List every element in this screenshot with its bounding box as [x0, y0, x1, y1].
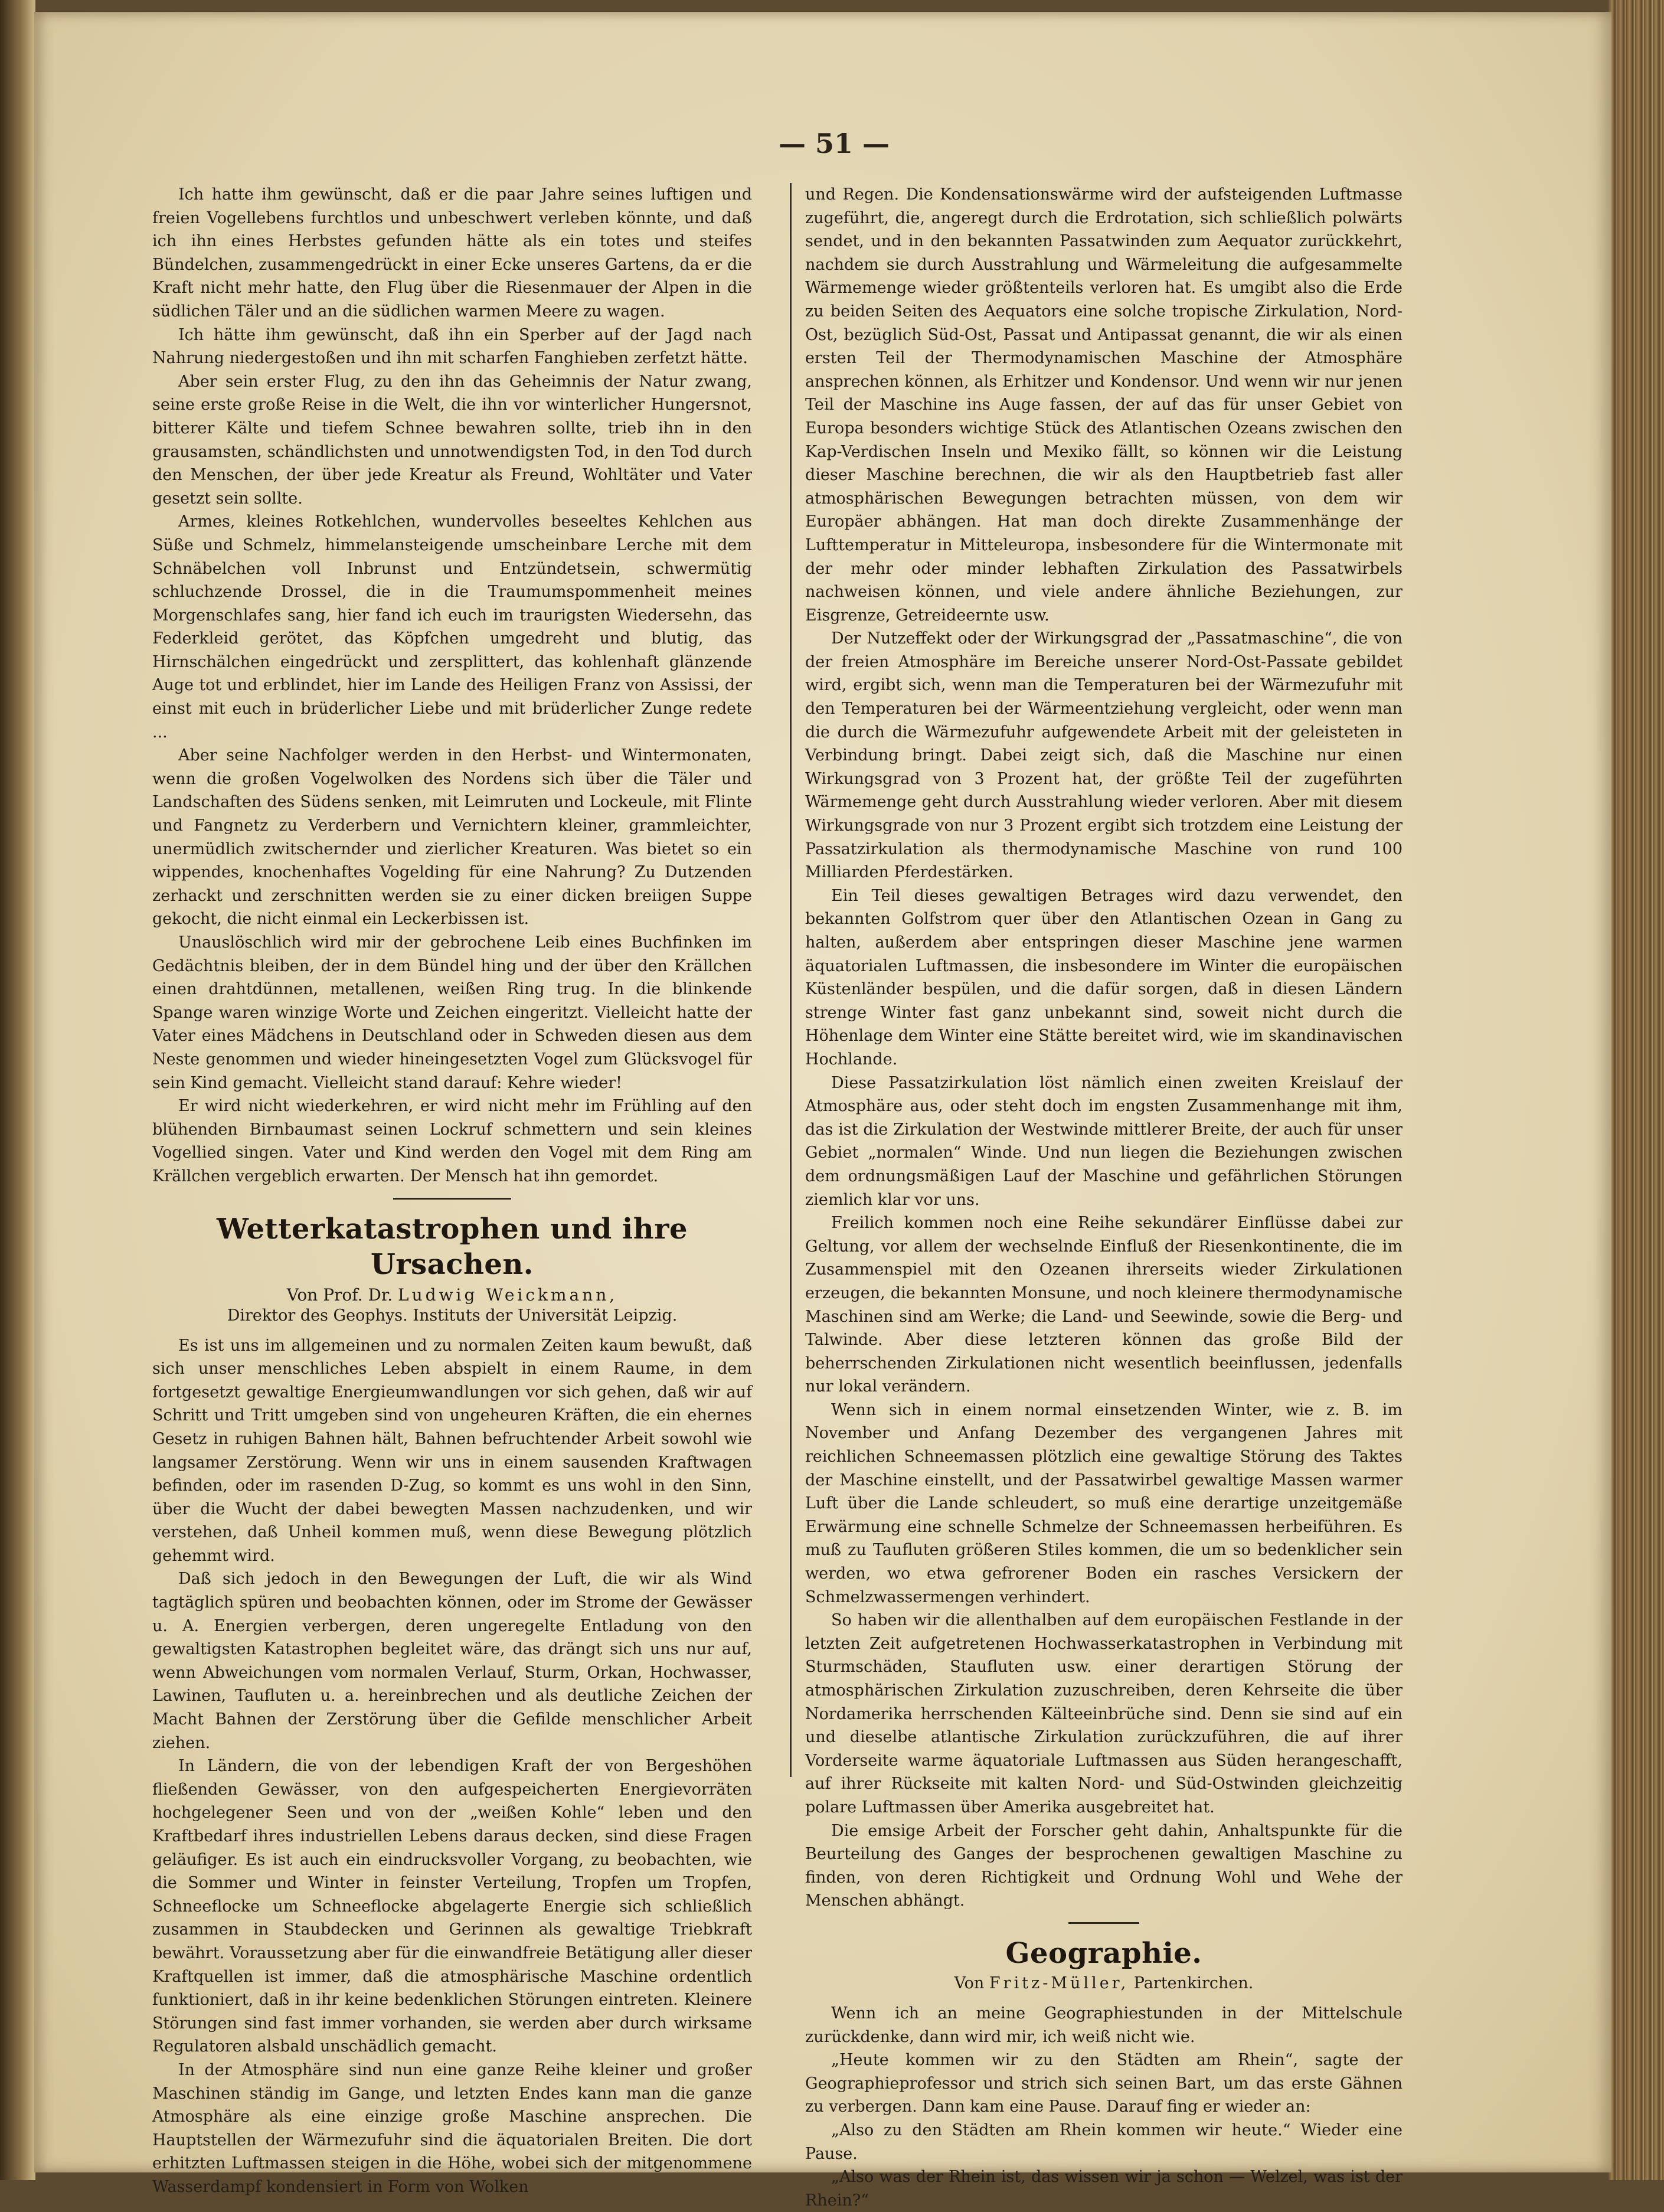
author-place: Partenkirchen.	[1133, 1974, 1254, 1992]
paragraph: Aber sein erster Flug, zu den ihn das Geheimnis der Natur zwang, seine erste große Reise in die Welt, die ihn vor winterlicher Hungersnot, bitterer Kälte und tiefem Schnee bewahren sollte, trieb ihn in den grausamsten, schändlichsten und unnotwendigsten Tod, in den Tod durch den Menschen, der über jede Kreatur als Freund, Wohltäter und Vater gesetzt sein sollte.	[152, 372, 752, 508]
paragraph: „Also zu den Städten am Rhein kommen wir heute.“ Wieder eine Pause.	[805, 2120, 1403, 2163]
paragraph: Ich hätte ihm gewünscht, daß ihn ein Sperber auf der Jagd nach Nahrung niedergestoßen und ihn mit scharfen Fanghieben zerfetzt hätte.	[152, 325, 752, 368]
paragraph: In der Atmosphäre sind nun eine ganze Reihe kleiner und großer Maschinen ständig im Gange, und letzten Endes kann man die ganze Atmosphäre als eine einzige große Maschine ansprechen. Die Hauptstellen der Wärmezufuhr sind die äquatorialen Breiten. Die dort erhitzten Luftmassen steigen in die Höhe, wobei sich der mitgenommene Wasserdampf kondensiert in Form von Wolken	[152, 2060, 752, 2196]
right-column	[805, 183, 1403, 2212]
paragraph: Aber seine Nachfolger werden in den Herbst- und Wintermonaten, wenn die großen Vogelwolken des Nordens sich über die Täler und Landschaften des Südens senken, mit Leimruten und Lockeule, mit Flinte und Fangnetz zu Verderbern und Vernichtern kleiner, grammleichter, unermüdlich zwitschernder und zierlicher Kreaturen. Was bietet so ein wippendes, knochenhaftes Vogelding für eine Nahrung? Zu Dutzenden zerhackt und zerschnitten werden sie zu einer dicken breiigen Suppe gekocht, die nicht einmal ein Leckerbissen ist.	[152, 746, 752, 929]
paragraph: Wenn sich in einem normal einsetzenden Winter, wie z. B. im November und Anfang Dezember des vergangenen Jahres mit reichlichen Schneemassen plötzlich eine gewaltige Störung des Taktes der Maschine einstellt, und der Passatwirbel gewaltige Massen warmer Luft über die Lande schleudert, so muß eine derartige unzeitgemäße Erwärmung eine schnelle Schmelze der Schneemassen herbeiführen. Es muß zu Taufluten größeren Stiles kommen, die um so bedenklicher sein werden, wo etwa gefrorener Boden ein rasches Versickern der Schmelzwassermengen verhindert.	[805, 1400, 1403, 1606]
paragraph: Ein Teil dieses gewaltigen Betrages wird dazu verwendet, den bekannten Golfstrom quer über den Atlantischen Ozean in Gang zu halten, außerdem aber entspringen dieser Maschine jene warmen äquatorialen Luftmassen, die insbesondere im Winter die europäischen Küstenländer bespülen, und die dafür sorgen, daß in diesen Ländern strenge Winter fast ganz unbekannt sind, soweit nicht durch die Höhenlage dem Winter eine Stätte bereitet wird, wie im skandinavischen Hochlande.	[805, 886, 1403, 1069]
paragraph: Armes, kleines Rotkehlchen, wundervolles beseeltes Kehlchen aus Süße und Schmelz, himmelansteigende umscheinbare Lerche mit dem Schnäbelchen voll Inbrunst und Entzündetsein, schwermütig schluchzende Drossel, die in die Traumumspommenheit meines Morgenschlafes sang, hier fand ich euch im traurigsten Wiedersehn, das Federkleid gerötet, das Köpfchen umgedreht und blutig, das Hirnschälchen eingedrückt und zersplittert, das kohlenhaft glänzende Auge tot und erblindet, hier im Lande des Heiligen Franz von Assissi, der einst mit euch in brüderlicher Liebe und mit brüderlicher Zunge redete ...	[152, 512, 752, 741]
paragraph: Freilich kommen noch eine Reihe sekundärer Einflüsse dabei zur Geltung, vor allem der wechselnde Einfluß der Riesenkontinente, die im Zusammenspiel mit den Ozeanen ihrerseits wieder Zirkulationen erzeugen, die bekannten Monsune, und noch kleinere thermodynamische Maschinen sind am Werke; die Land- und Seewinde, sowie die Berg- und Talwinde. Aber diese letzteren können das große Bild der beherrschenden Zirkulationen nicht wesentlich beeinflussen, jedenfalls nur lokal verändern.	[805, 1214, 1403, 1396]
paragraph: Er wird nicht wiederkehren, er wird nicht mehr im Frühling auf den blühenden Birnbaumast seinen Lockruf schmettern und sein kleines Vogellied singen. Vater und Kind werden den Vogel mit dem Ring am Krällchen vergeblich erwarten. Der Mensch hat ihn gemordet.	[152, 1097, 752, 1185]
article-byline	[805, 1974, 1403, 1994]
left-column	[152, 183, 752, 2199]
paragraph: Wenn ich an meine Geographiestunden in der Mittelschule zurückdenke, dann wird mir, ich weiß nicht wie.	[805, 2004, 1403, 2046]
newspaper-page	[34, 12, 1611, 2210]
column-divider	[790, 183, 792, 1777]
author-name: Fritz-Müller,	[989, 1974, 1129, 1992]
paragraph: Daß sich jedoch in den Bewegungen der Luft, die wir als Wind tagtäglich spüren und beobachten können, oder im Strome der Gewässer u. A. Energien verbergen, deren ungeregelte Entladung von den gewaltigsten Katastrophen begleitet wäre, das drängt sich uns nur auf, wenn Abweichungen vom normalen Verlauf, Sturm, Orkan, Hochwasser, Lawinen, Taufluten u. a. hereinbrechen und als deutliche Zeichen der Macht Bahnen der Zerstörung über die Gefilde menschlicher Arbeit ziehen.	[152, 1570, 752, 1752]
article-headline: Wetterkatastrophen und ihre Ursachen.	[217, 1212, 688, 1281]
section-divider	[1068, 1922, 1139, 1924]
author-affiliation: Direktor des Geophys. Instituts der Universität Leipzig.	[227, 1306, 678, 1325]
book-binding-left	[0, 0, 35, 2180]
paragraph: Es ist uns im allgemeinen und zu normalen Zeiten kaum bewußt, daß sich unser menschliches Leben abspielt in einem Raume, in dem fortgesetzt gewaltige Energieumwandlungen vor sich gehen, daß wir auf Schritt und Tritt umgeben sind von ungeheuren Kräften, die ein ehernes Gesetz in ruhigen Bahnen hält, Bahnen befruchtender Arbeit sowohl wie langsamer Zerstörung. Wenn wir uns in einem sausenden Kraftwagen befinden, oder im rasenden D-Zug, so kommt es uns wohl in den Sinn, über die Wucht der dabei bewegten Massen nachzudenken, und wir verstehen, daß Unheil kommen muß, wenn diese Bewegung plötzlich gehemmt wird.	[152, 1336, 752, 1565]
article-byline	[152, 1285, 752, 1306]
author-name: Ludwig Weickmann,	[398, 1285, 618, 1305]
section-divider	[393, 1198, 511, 1200]
paragraph: So haben wir die allenthalben auf dem europäischen Festlande in der letzten Zeit aufgetretenen Hochwasserkatastrophen in Verbindung mit Sturmschäden, Staufluten usw. einer derartigen Störung der atmosphärischen Zirkulation zuzuschreiben, deren Kehrseite die über Nordamerika herrschenden Kälteeinbrüche sind. Denn sie sind auf ein und dieselbe atlantische Zirkulation zurückzuführen, die auf ihrer Vorderseite warme äquatoriale Luftmassen aus Süden herangeschafft, auf ihrer Rückseite mit kalten Nord- und Süd-Ostwinden gleichzeitig polare Luftmassen über Amerika ausgebreitet hat.	[805, 1611, 1403, 1816]
paragraph: Die emsige Arbeit der Forscher geht dahin, Anhaltspunkte für die Beurteilung des Ganges der besprochenen gewaltigen Maschine zu finden, von deren Richtigkeit und Ordnung Wohl und Wehe der Menschen abhängt.	[805, 1821, 1403, 1910]
paragraph: Diese Passatzirkulation löst nämlich einen zweiten Kreislauf der Atmosphäre aus, oder steht doch im engsten Zusammenhange mit ihm, das ist die Zirkulation der Westwinde mittlerer Breite, der auch für unser Gebiet „normalen“ Winde. Und nun liegen die Beziehungen zwischen dem ordnungsmäßigen Lauf der Maschine und gefährlichen Störungen ziemlich klar vor uns.	[805, 1073, 1403, 1209]
paragraph: „Also was der Rhein ist, das wissen wir ja schon — Welzel, was ist der Rhein?“	[805, 2168, 1403, 2210]
paragraph: In Ländern, die von der lebendigen Kraft der von Bergeshöhen fließenden Gewässer, von den aufgespeicherten Energievorräten hochgelegener Seen und von der „weißen Kohle“ leben und den Kraftbedarf ihres industriellen Lebens daraus decken, sind diese Fragen geläufiger. Es ist auch ein eindrucksvoller Vorgang, zu beobachten, wie die Sommer und Winter in feinster Verteilung, Tropfen um Tropfen, Schneeflocke um Schneeflocke abgelagerte Energie sich schließlich zusammen in Staubdecken und Gerinnen als gewaltige Triebkraft bewährt. Voraussetzung aber für die einwandfreie Betätigung aller dieser Kraftquellen ist immer, daß die atmosphärische Maschine ordentlich funktioniert, daß in ihr keine bedenklichen Störungen eintreten. Kleinere Störungen sind fast immer vorhanden, sie werden aber durch wirksame Regulatoren alsbald unschädlich gemacht.	[152, 1757, 752, 2056]
paragraph: Ich hatte ihm gewünscht, daß er die paar Jahre seines luftigen und freien Vogellebens furchtlos und unbeschwert verleben könnte, und daß ich ihn eines Herbstes gefunden hätte als ein totes und steifes Bündelchen, zusammengedrückt in einer Ecke unseres Gartens, da er die Kraft nicht mehr hatte, den Flug über die Riesenmauer der Alpen in die südlichen Täler und an die südlichen warmen Meere zu wagen.	[152, 185, 752, 321]
paragraph: Unauslöschlich wird mir der gebrochene Leib eines Buchfinken im Gedächtnis bleiben, der in dem Bündel hing und der über den Krällchen einen drahtdünnen, metallenen, weißen Ring trug. In die blinkende Spange waren winzige Worte und Zeichen eingeritzt. Vielleicht hatte der Vater eines Mädchens in Deutschland oder in Schweden diesen aus dem Neste genommen und wieder hineingesetzten Vogel zum Glücksvogel für sein Kind gemacht. Vielleicht stand darauf: Kehre wieder!	[152, 933, 752, 1092]
byline-prefix: Von	[954, 1974, 985, 1992]
paragraph: Der Nutzeffekt oder der Wirkungsgrad der „Passatmaschine“, die von der freien Atmosphäre im Bereiche unserer Nord-Ost-Passate gebildet wird, ergibt sich, wenn man die Temperaturen bei der Wärmezufuhr mit den Temperaturen bei der Wärmeentziehung vergleicht, oder wenn man die durch die Wärmezufuhr aufgewendete Arbeit mit der geleisteten in Verbindung bringt. Dabei zeigt sich, daß die Maschine nur einen Wirkungsgrad von 3 Prozent hat, der größte Teil der zugeführten Wärmemenge geht durch Ausstrahlung wieder verloren. Aber mit diesem Wirkungsgrade von nur 3 Prozent ergibt sich trotzdem eine Leistung der Passatzirkulation als thermodynamische Maschine von rund 100 Milliarden Pferdestärken.	[805, 629, 1403, 882]
book-page-edges	[1609, 0, 1664, 2180]
article-headline: Geographie.	[1005, 1936, 1202, 1970]
paragraph: und Regen. Die Kondensationswärme wird der aufsteigenden Luftmasse zugeführt, die, angeregt durch die Erdrotation, sich schließlich polwärts sendet, und in den bekannten Passatwinden zum Aequator zurückkehrt, nachdem sie durch Ausstrahlung und Wärmeleitung die aufgesammelte Wärmemenge wieder größtenteils verloren hat. Es umgibt also die Erde zu beiden Seiten des Aequators eine solche tropische Zirkulation, Nord-Ost, bezüglich Süd-Ost, Passat und Antipassat genannt, die wir als einen ersten Teil der Thermodynamischen Maschine der Atmosphäre ansprechen können, als Erhitzer und Kondensor. Und wenn wir nur jenen Teil der Maschine ins Auge fassen, der auf das für unser Gebiet von Europa besonders wichtige Stück des Atlantischen Ozeans zwischen den Kap-Verdischen Inseln und Mexiko fällt, so können wir die Leistung dieser Maschine berechnen, die wir als den Hauptbetrieb fast aller atmosphärischen Bewegungen betrachten müssen, von dem wir Europäer abhängen. Hat man doch direkte Zusammenhänge der Lufttemperatur in Mitteleuropa, insbesondere für die Wintermonate mit der mehr oder minder lebhaften Zirkulation des Passatwirbels nachweisen können, und viele andere ähnliche Beziehungen, zur Eisgrenze, Getreideernte usw.	[805, 185, 1403, 625]
byline-prefix: Von Prof. Dr.	[286, 1285, 393, 1305]
paragraph: „Heute kommen wir zu den Städten am Rhein“, sagte der Geographieprofessor und strich sich seinen Bart, um das erste Gähnen zu verbergen. Dann kam eine Pause. Darauf fing er wieder an:	[805, 2051, 1403, 2116]
page-number: — 51 —	[778, 128, 890, 159]
